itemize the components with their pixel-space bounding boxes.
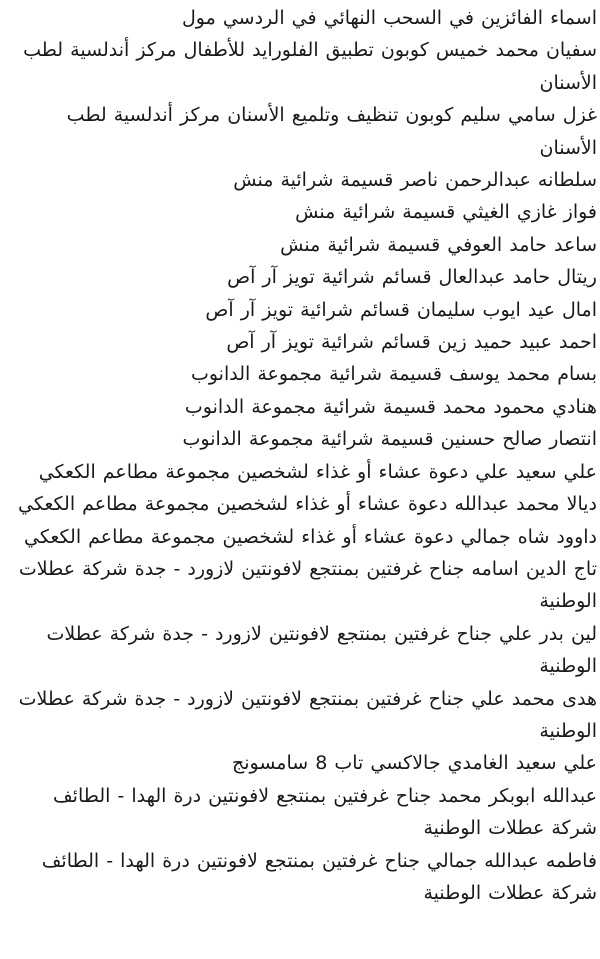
winner-entry: امال عيد ايوب سليمان قسائم شرائية تويز آر آص xyxy=(205,298,597,321)
winners-document xyxy=(7,0,597,909)
winner-entry: داوود شاه جمالي دعوة عشاء أو غذاء لشخصين مجموعة مطاعم الكعكي xyxy=(24,525,597,548)
winner-entry: علي سعيد الغامدي جالاكسي تاب 8 سامسونج xyxy=(231,752,597,775)
winner-entry: عبدالله ابوبكر محمد جناح غرفتين بمنتجع لافونتين درة الهدا - الطائف شركة عطلات الوطنية xyxy=(53,784,597,840)
winner-entry: انتصار صالح حسنين قسيمة شرائية مجموعة الدانوب xyxy=(182,428,597,451)
winner-entry: ساعد حامد العوفي قسيمة شرائية منش xyxy=(280,233,597,256)
winner-entry: تاج الدين اسامه جناح غرفتين بمنتجع لافونتين لازورد - جدة شركة عطلات الوطنية xyxy=(18,557,597,613)
winners-list xyxy=(7,34,597,909)
winner-entry: غزل سامي سليم كوبون تنظيف وتلميع الأسنان مركز أندلسية لطب الأسنان xyxy=(66,104,597,159)
winner-entry: احمد عبيد حميد زين قسائم شرائية تويز آر آص xyxy=(226,331,597,354)
winner-entry: سفيان محمد خميس كوبون تطبيق الفلورايد للأطفال مركز أندلسية لطب الأسنان xyxy=(23,39,597,94)
winner-entry: بسام محمد يوسف قسيمة شرائية مجموعة الدانوب xyxy=(190,363,597,386)
winner-entry: علي سعيد علي دعوة عشاء أو غذاء لشخصين مجموعة مطاعم الكعكي xyxy=(38,460,597,483)
winner-entry: سلطانه عبدالرحمن ناصر قسيمة شرائية منش xyxy=(233,169,597,192)
winner-entry: هدى محمد علي جناح غرفتين بمنتجع لافونتين لازورد - جدة شركة عطلات الوطنية xyxy=(18,687,597,742)
winner-entry: فاطمه عبدالله جمالي جناح غرفتين بمنتجع لافونتين درة الهدا - الطائف شركة عطلات الوطنية xyxy=(41,849,597,904)
winner-entry: ريتال حامد عبدالعال قسائم شرائية تويز آر آص xyxy=(227,266,597,289)
document-title: اسماء الفائزين في السحب النهائي في الردسي مول xyxy=(182,7,597,29)
winner-entry: هنادي محمود محمد قسيمة شرائية مجموعة الدانوب xyxy=(184,395,597,418)
winner-entry: لين بدر علي جناح غرفتين بمنتجع لافونتين لازورد - جدة شركة عطلات الوطنية xyxy=(46,622,597,678)
winner-entry: فواز غازي الغيثي قسيمة شرائية منش xyxy=(295,201,597,224)
winner-entry: ديالا محمد عبدالله دعوة عشاء أو غذاء لشخصين مجموعة مطاعم الكعكي xyxy=(18,493,597,516)
